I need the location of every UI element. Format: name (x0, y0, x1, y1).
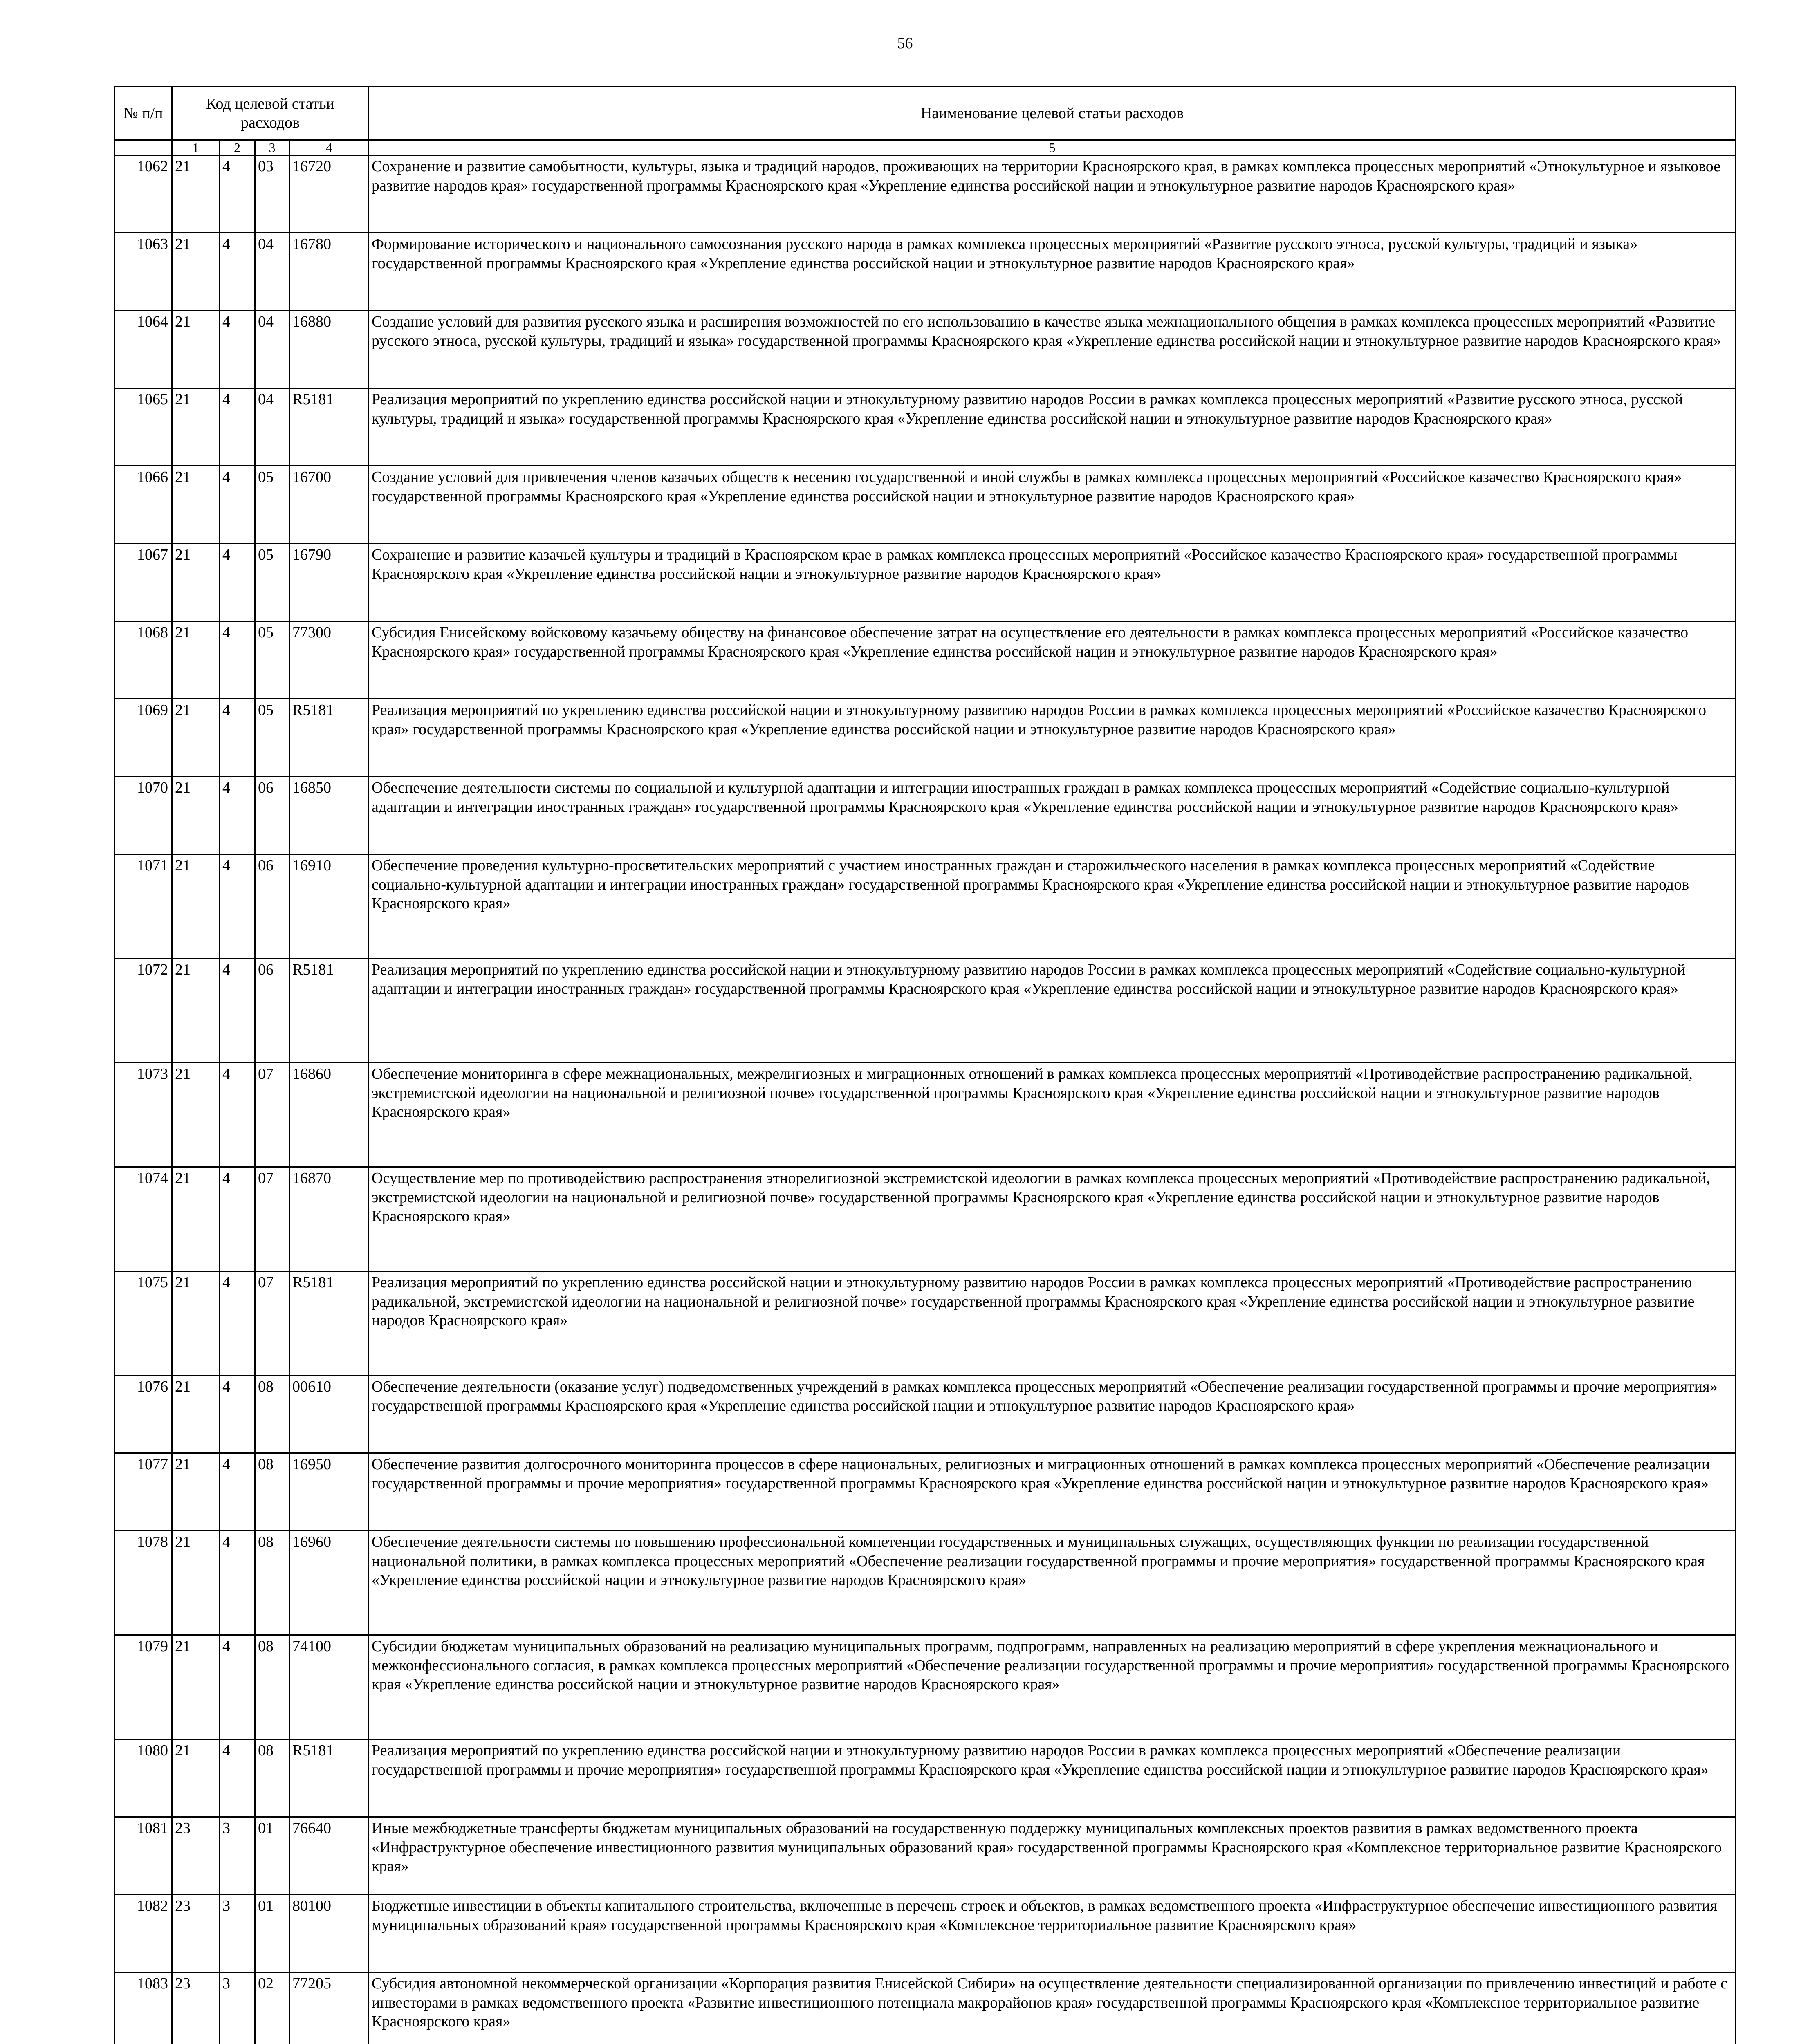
code-subprogram: 4 (220, 1063, 255, 1167)
header-name: Наименование целевой статьи расходов (369, 87, 1736, 140)
row-number: 1062 (114, 155, 172, 233)
row-number: 1075 (114, 1271, 172, 1376)
code-program: 21 (172, 1635, 220, 1739)
code-program: 21 (172, 854, 220, 959)
code-direction: 16950 (289, 1453, 369, 1531)
code-activity: 02 (255, 1972, 289, 2044)
code-activity: 07 (255, 1063, 289, 1167)
code-program: 21 (172, 1453, 220, 1531)
code-program: 21 (172, 388, 220, 466)
column-number: 5 (369, 140, 1736, 155)
column-number: 4 (289, 140, 369, 155)
row-number: 1068 (114, 621, 172, 699)
column-number: 1 (172, 140, 220, 155)
row-number: 1077 (114, 1453, 172, 1531)
code-direction: R5181 (289, 388, 369, 466)
column-number-blank (114, 140, 172, 155)
target-article-name: Обеспечение мониторинга в сфере межнациональных, межрелигиозных и миграционных отношений в рамках комплекса процессных мероприятий «Противодействие распространению радикальной, экстремистской идеологии на национальной и религиозной почве» государственной программы Красноярского края «Укрепление единства российской нации и этнокультурное развитие народов Красноярского края» (369, 1063, 1736, 1167)
code-subprogram: 4 (220, 1167, 255, 1271)
code-direction: R5181 (289, 1739, 369, 1817)
row-number: 1067 (114, 544, 172, 621)
code-program: 21 (172, 777, 220, 854)
table-row (114, 1167, 1736, 1271)
code-activity: 06 (255, 854, 289, 959)
code-direction: 16910 (289, 854, 369, 959)
code-activity: 05 (255, 466, 289, 544)
code-direction: 16850 (289, 777, 369, 854)
header-code: Код целевой статьи расходов (172, 87, 369, 140)
code-subprogram: 4 (220, 1635, 255, 1739)
code-subprogram: 4 (220, 155, 255, 233)
code-direction: 74100 (289, 1635, 369, 1739)
code-program: 21 (172, 311, 220, 388)
code-program: 21 (172, 621, 220, 699)
code-activity: 06 (255, 959, 289, 1063)
target-article-name: Создание условий для развития русского языка и расширения возможностей по его использованию в качестве языка межнационального общения в рамках комплекса процессных мероприятий «Развитие русского этноса, русской культуры, традиций и языка» государственной программы Красноярского края «Укрепление единства российской нации и этнокультурное развитие народов Красноярского края» (369, 311, 1736, 388)
code-subprogram: 3 (220, 1972, 255, 2044)
code-direction: 16960 (289, 1531, 369, 1635)
target-article-name: Обеспечение деятельности системы по социальной и культурной адаптации и интеграции иностранных граждан в рамках комплекса процессных мероприятий «Содействие социально-культурной адаптации и интеграции иностранных граждан» государственной программы Красноярского края «Укрепление единства российской нации и этнокультурное развитие народов Красноярского края» (369, 777, 1736, 854)
code-direction: R5181 (289, 699, 369, 777)
target-article-name: Реализация мероприятий по укреплению единства российской нации и этнокультурному развитию народов России в рамках комплекса процессных мероприятий «Обеспечение реализации государственной программы и прочие мероприятия» государственной программы Красноярского края «Укрепление единства российской нации и этнокультурное развитие народов Красноярского края» (369, 1739, 1736, 1817)
code-activity: 08 (255, 1376, 289, 1453)
code-activity: 06 (255, 777, 289, 854)
code-subprogram: 4 (220, 311, 255, 388)
target-article-name: Реализация мероприятий по укреплению единства российской нации и этнокультурному развитию народов России в рамках комплекса процессных мероприятий «Развитие русского этноса, русской культуры, традиций и языка» государственной программы Красноярского края «Укрепление единства российской нации и этнокультурное развитие народов Красноярского края» (369, 388, 1736, 466)
code-subprogram: 4 (220, 1739, 255, 1817)
row-number: 1076 (114, 1376, 172, 1453)
code-direction: 16870 (289, 1167, 369, 1271)
code-direction: R5181 (289, 1271, 369, 1376)
row-number: 1074 (114, 1167, 172, 1271)
code-activity: 07 (255, 1167, 289, 1271)
code-activity: 04 (255, 388, 289, 466)
table-row (114, 1531, 1736, 1635)
code-direction: 16780 (289, 233, 369, 311)
row-number: 1066 (114, 466, 172, 544)
target-article-name: Обеспечение проведения культурно-просветительских мероприятий с участием иностранных граждан и старожильческого населения в рамках комплекса процессных мероприятий «Содействие социально-культурной адаптации и интеграции иностранных граждан» государственной программы Красноярского края «Укрепление единства российской нации и этнокультурное развитие народов Красноярского края» (369, 854, 1736, 959)
code-activity: 08 (255, 1453, 289, 1531)
code-direction: 77300 (289, 621, 369, 699)
page-number: 56 (897, 35, 913, 52)
code-subprogram: 4 (220, 1271, 255, 1376)
target-article-name: Формирование исторического и национального самосознания русского народа в рамках комплекса процессных мероприятий «Развитие русского этноса, русской культуры, традиций и языка» государственной программы Красноярского края «Укрепление единства российской нации и этнокультурное развитие народов Красноярского края» (369, 233, 1736, 311)
target-article-name: Субсидия автономной некоммерческой организации «Корпорация развития Енисейской Сибири» на осуществление деятельности специализированной организации по привлечению инвестиций и работе с инвесторами в рамках ведомственного проекта «Развитие инвестиционного потенциала макрорайонов края» государственной программы Красноярского края «Комплексное территориальное развитие Красноярского края» (369, 1972, 1736, 2044)
code-subprogram: 3 (220, 1817, 255, 1895)
table-row (114, 1817, 1736, 1895)
row-number: 1073 (114, 1063, 172, 1167)
row-number: 1081 (114, 1817, 172, 1895)
code-activity: 05 (255, 544, 289, 621)
code-program: 21 (172, 1376, 220, 1453)
code-direction: 16860 (289, 1063, 369, 1167)
code-direction: 76640 (289, 1817, 369, 1895)
code-activity: 05 (255, 621, 289, 699)
table-row (114, 959, 1736, 1063)
target-article-name: Бюджетные инвестиции в объекты капитального строительства, включенные в перечень строек и объектов, в рамках ведомственного проекта «Инфраструктурное обеспечение инвестиционного развития муниципальных образований края» государственной программы Красноярского края «Комплексное территориальное развитие Красноярского края» (369, 1895, 1736, 1972)
code-subprogram: 4 (220, 233, 255, 311)
code-direction: 00610 (289, 1376, 369, 1453)
code-activity: 08 (255, 1531, 289, 1635)
code-subprogram: 4 (220, 777, 255, 854)
row-number: 1064 (114, 311, 172, 388)
code-program: 23 (172, 1972, 220, 2044)
table-row (114, 1453, 1736, 1531)
code-program: 21 (172, 1531, 220, 1635)
code-subprogram: 4 (220, 959, 255, 1063)
table-row (114, 388, 1736, 466)
code-program: 21 (172, 1271, 220, 1376)
code-activity: 08 (255, 1739, 289, 1817)
code-subprogram: 4 (220, 466, 255, 544)
table-row (114, 544, 1736, 621)
header-row (114, 87, 1736, 140)
code-direction: 16790 (289, 544, 369, 621)
code-program: 21 (172, 466, 220, 544)
table-row (114, 1972, 1736, 2044)
table-row (114, 1895, 1736, 1972)
code-subprogram: 4 (220, 854, 255, 959)
target-article-name: Реализация мероприятий по укреплению единства российской нации и этнокультурному развитию народов России в рамках комплекса процессных мероприятий «Противодействие распространению радикальной, экстремистской идеологии на национальной и религиозной почве» государственной программы Красноярского края «Укрепление единства российской нации и этнокультурное развитие народов Красноярского края» (369, 1271, 1736, 1376)
code-program: 21 (172, 959, 220, 1063)
code-subprogram: 4 (220, 388, 255, 466)
target-article-name: Реализация мероприятий по укреплению единства российской нации и этнокультурному развитию народов России в рамках комплекса процессных мероприятий «Содействие социально-культурной адаптации и интеграции иностранных граждан» государственной программы Красноярского края «Укрепление единства российской нации и этнокультурное развитие народов Красноярского края» (369, 959, 1736, 1063)
row-number: 1069 (114, 699, 172, 777)
code-program: 21 (172, 699, 220, 777)
target-article-name: Субсидия Енисейскому войсковому казачьему обществу на финансовое обеспечение затрат на осуществление его деятельности в рамках комплекса процессных мероприятий «Российское казачество Красноярского края» государственной программы Красноярского края «Укрепление единства российской нации и этнокультурное развитие народов Красноярского края» (369, 621, 1736, 699)
code-program: 21 (172, 1167, 220, 1271)
table-row (114, 621, 1736, 699)
code-program: 21 (172, 1739, 220, 1817)
code-direction: 80100 (289, 1895, 369, 1972)
code-activity: 07 (255, 1271, 289, 1376)
table-row (114, 699, 1736, 777)
row-number: 1063 (114, 233, 172, 311)
target-article-name: Обеспечение деятельности (оказание услуг) подведомственных учреждений в рамках комплекса процессных мероприятий «Обеспечение реализации государственной программы и прочие мероприятия» государственной программы Красноярского края «Укрепление единства российской нации и этнокультурное развитие народов Красноярского края» (369, 1376, 1736, 1453)
target-article-name: Субсидии бюджетам муниципальных образований на реализацию муниципальных программ, подпрограмм, направленных на реализацию мероприятий в сфере укрепления межнационального и межконфессионального согласия, в рамках комплекса процессных мероприятий «Обеспечение реализации государственной программы и прочие мероприятия» государственной программы Красноярского края «Укрепление единства российской нации и этнокультурное развитие народов Красноярского края» (369, 1635, 1736, 1739)
table-row (114, 233, 1736, 311)
code-subprogram: 4 (220, 621, 255, 699)
target-article-name: Обеспечение деятельности системы по повышению профессиональной компетенции государственных и муниципальных служащих, осуществляющих функции по реализации государственной национальной политики, в рамках комплекса процессных мероприятий «Обеспечение реализации государственной программы и прочие мероприятия» государственной программы Красноярского края «Укрепление единства российской нации и этнокультурное развитие народов Красноярского края» (369, 1531, 1736, 1635)
table-row (114, 1376, 1736, 1453)
column-number: 2 (220, 140, 255, 155)
code-program: 21 (172, 233, 220, 311)
target-article-name: Осуществление мер по противодействию распространения этнорелигиозной экстремистской идеологии в рамках комплекса процессных мероприятий «Противодействие распространению радикальной, экстремистской идеологии на национальной и религиозной почве» государственной программы Красноярского края «Укрепление единства российской нации и этнокультурное развитие народов Красноярского края» (369, 1167, 1736, 1271)
code-direction: 16880 (289, 311, 369, 388)
code-direction: 16720 (289, 155, 369, 233)
code-activity: 08 (255, 1635, 289, 1739)
table-row (114, 1271, 1736, 1376)
target-expense-table (114, 86, 1736, 2044)
row-number: 1079 (114, 1635, 172, 1739)
table-row (114, 854, 1736, 959)
table-row (114, 1063, 1736, 1167)
table-row (114, 466, 1736, 544)
target-article-name: Реализация мероприятий по укреплению единства российской нации и этнокультурному развитию народов России в рамках комплекса процессных мероприятий «Российское казачество Красноярского края» государственной программы Красноярского края «Укрепление единства российской нации и этнокультурное развитие народов Красноярского края» (369, 699, 1736, 777)
code-program: 23 (172, 1817, 220, 1895)
column-number: 3 (255, 140, 289, 155)
row-number: 1083 (114, 1972, 172, 2044)
code-subprogram: 4 (220, 699, 255, 777)
row-number: 1071 (114, 854, 172, 959)
column-number-row (114, 140, 1736, 155)
row-number: 1072 (114, 959, 172, 1063)
target-article-name: Иные межбюджетные трансферты бюджетам муниципальных образований на государственную поддержку муниципальных комплексных проектов развития в рамках ведомственного проекта «Инфраструктурное обеспечение инвестиционного развития муниципальных образований края» государственной программы Красноярского края «Комплексное территориальное развитие Красноярского края» (369, 1817, 1736, 1895)
table-row (114, 311, 1736, 388)
code-activity: 04 (255, 233, 289, 311)
code-program: 21 (172, 544, 220, 621)
row-number: 1078 (114, 1531, 172, 1635)
table-row (114, 1635, 1736, 1739)
table-row (114, 155, 1736, 233)
target-article-name: Сохранение и развитие самобытности, культуры, языка и традиций народов, проживающих на территории Красноярского края, в рамках комплекса процессных мероприятий «Этнокультурное и языковое развитие народов края» государственной программы Красноярского края «Укрепление единства российской нации и этнокультурное развитие народов Красноярского края» (369, 155, 1736, 233)
table-row (114, 1739, 1736, 1817)
code-activity: 05 (255, 699, 289, 777)
code-program: 21 (172, 155, 220, 233)
code-direction: R5181 (289, 959, 369, 1063)
table-row (114, 777, 1736, 854)
target-article-name: Обеспечение развития долгосрочного мониторинга процессов в сфере национальных, религиозных и миграционных отношений в рамках комплекса процессных мероприятий «Обеспечение реализации государственной программы и прочие мероприятия» государственной программы Красноярского края «Укрепление единства российской нации и этнокультурное развитие народов Красноярского края» (369, 1453, 1736, 1531)
code-subprogram: 4 (220, 544, 255, 621)
target-article-name: Сохранение и развитие казачьей культуры и традиций в Красноярском крае в рамках комплекса процессных мероприятий «Российское казачество Красноярского края» государственной программы Красноярского края «Укрепление единства российской нации и этнокультурное развитие народов Красноярского края» (369, 544, 1736, 621)
code-direction: 16700 (289, 466, 369, 544)
code-subprogram: 3 (220, 1895, 255, 1972)
code-subprogram: 4 (220, 1453, 255, 1531)
code-program: 23 (172, 1895, 220, 1972)
code-direction: 77205 (289, 1972, 369, 2044)
target-article-name: Создание условий для привлечения членов казачьих обществ к несению государственной и иной службы в рамках комплекса процессных мероприятий «Российское казачество Красноярского края» государственной программы Красноярского края «Укрепление единства российской нации и этнокультурное развитие народов Красноярского края» (369, 466, 1736, 544)
code-activity: 01 (255, 1817, 289, 1895)
code-activity: 04 (255, 311, 289, 388)
row-number: 1082 (114, 1895, 172, 1972)
code-program: 21 (172, 1063, 220, 1167)
code-subprogram: 4 (220, 1531, 255, 1635)
header-number: № п/п (114, 87, 172, 140)
code-subprogram: 4 (220, 1376, 255, 1453)
row-number: 1065 (114, 388, 172, 466)
row-number: 1070 (114, 777, 172, 854)
row-number: 1080 (114, 1739, 172, 1817)
code-activity: 01 (255, 1895, 289, 1972)
code-activity: 03 (255, 155, 289, 233)
